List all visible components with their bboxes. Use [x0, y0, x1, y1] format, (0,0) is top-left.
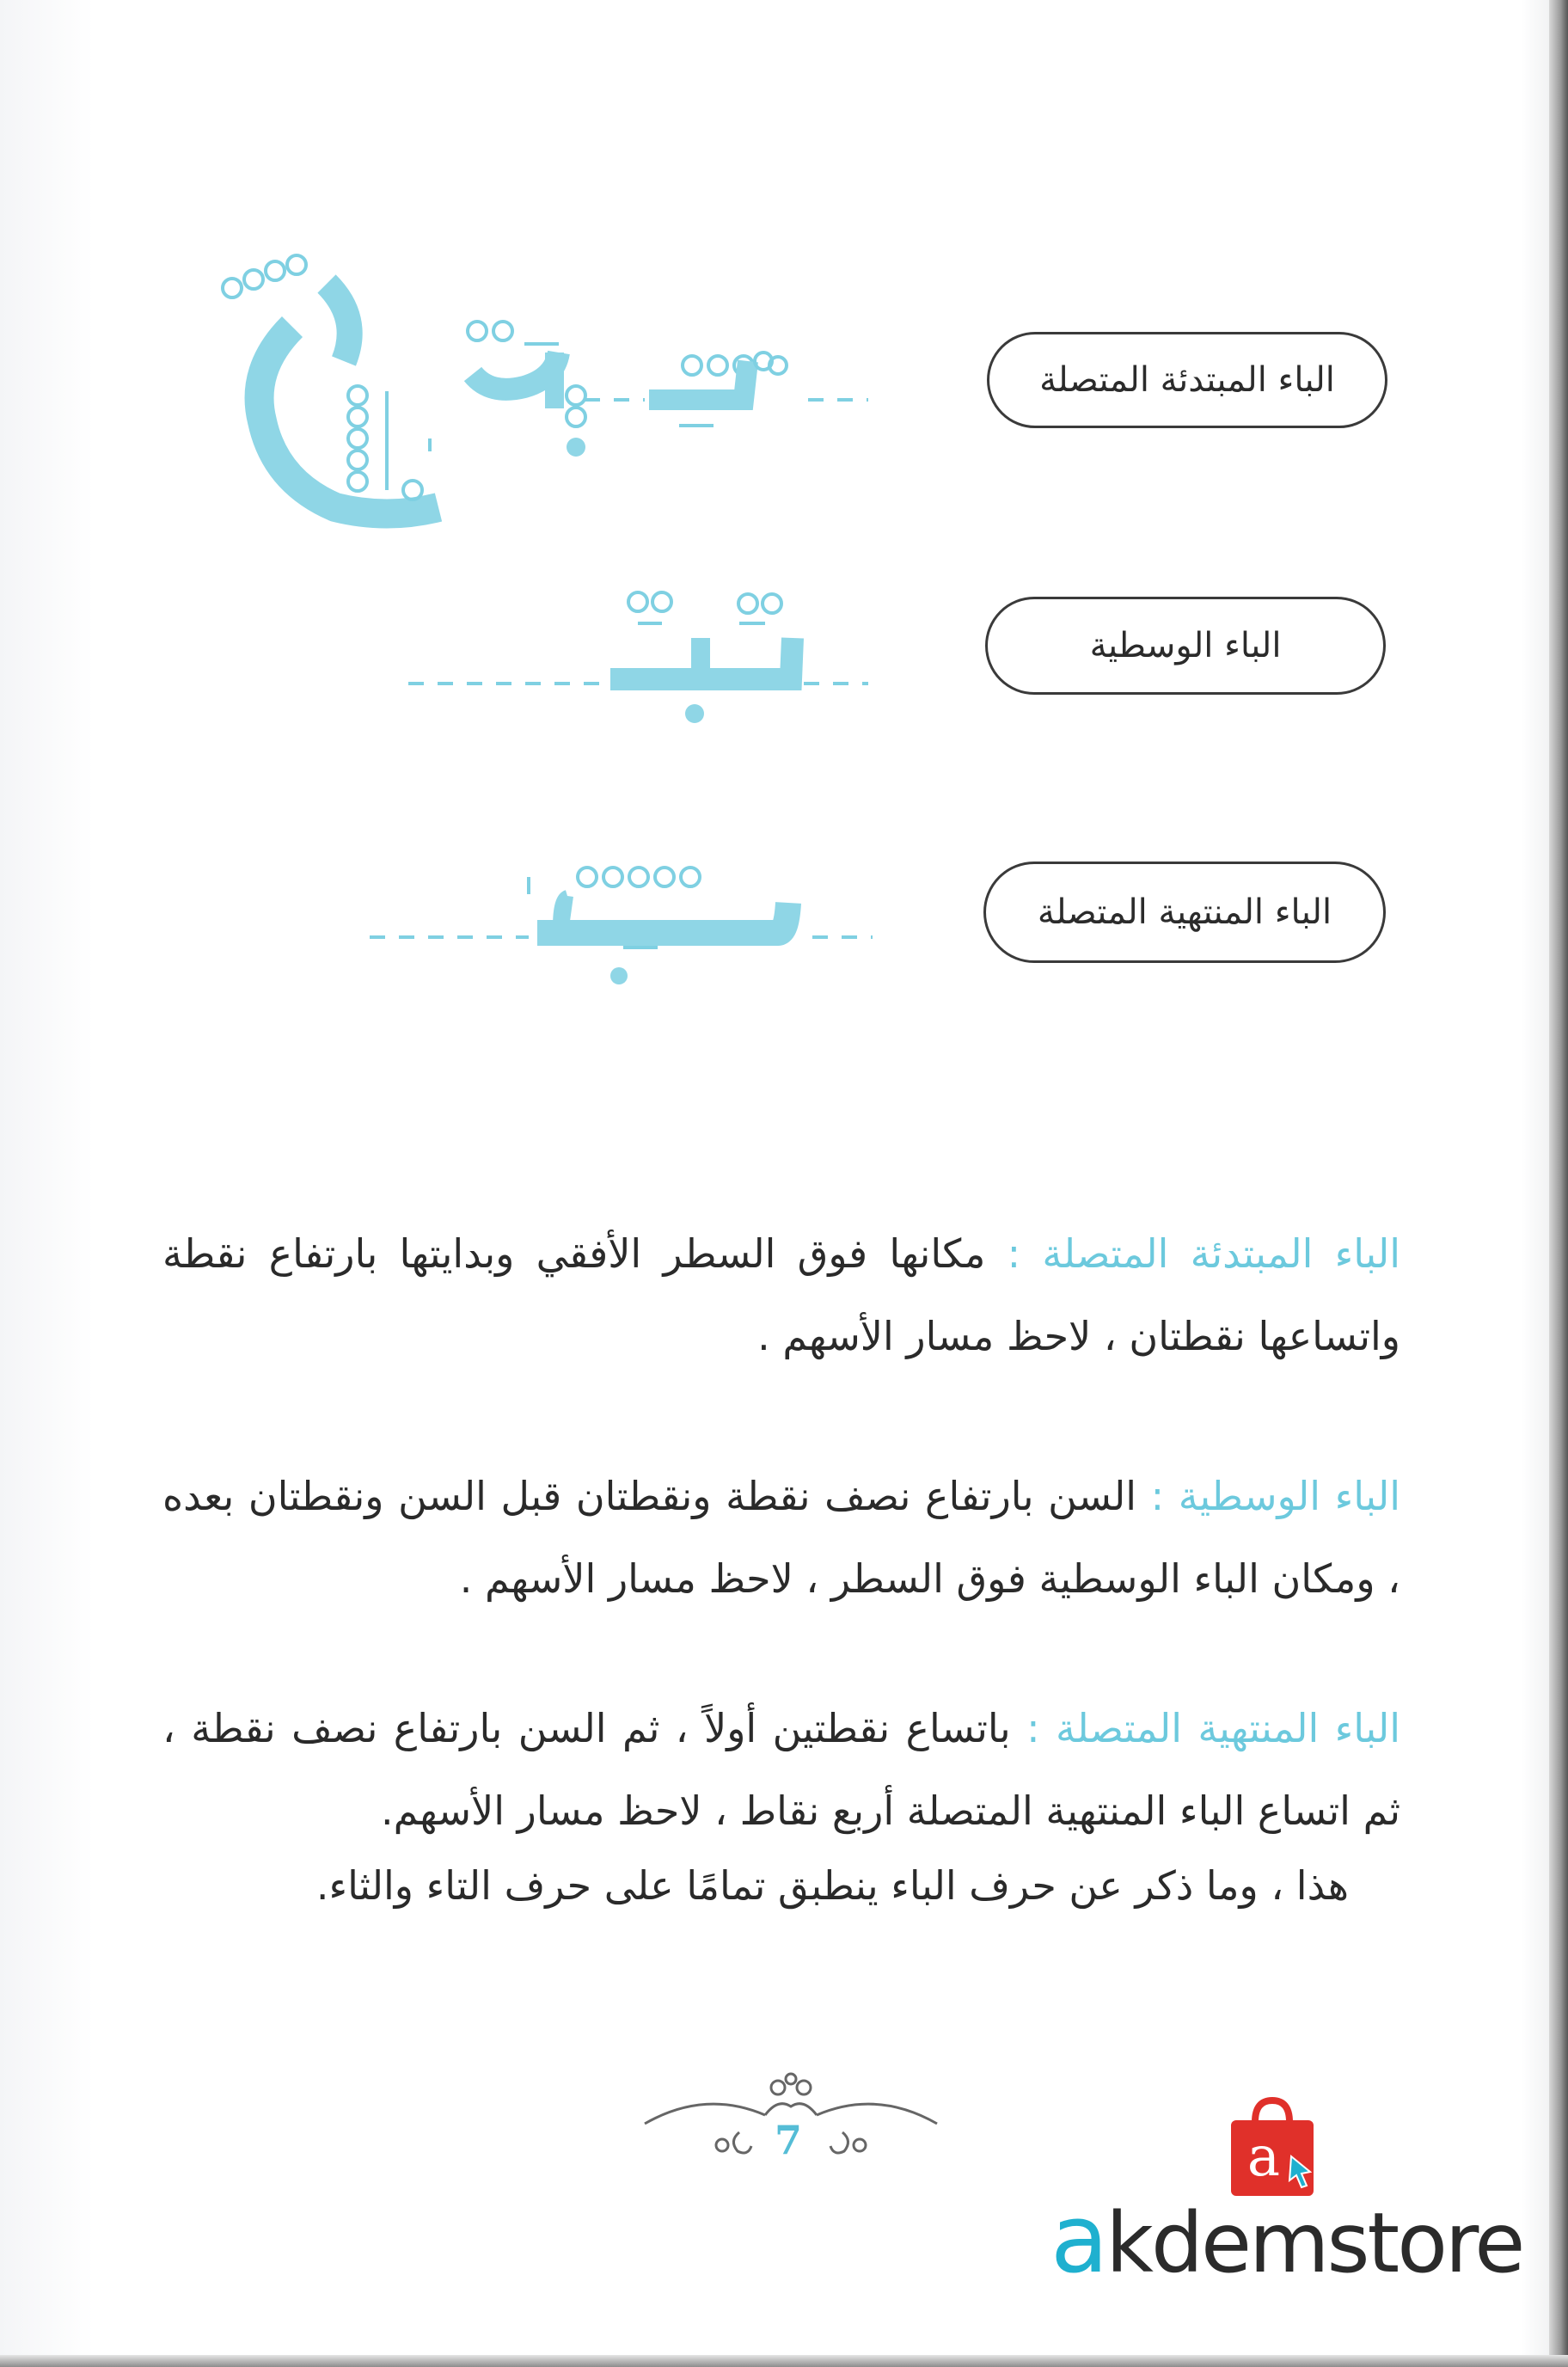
description-final-text: باتساع نقطتين أولاً ، ثم السن بارتفاع نصف نقطة ، ثم اتساع الباء المنتهية المتصلة أربع نقاط ، لاحظ مسار الأسهم.: [162, 1705, 1400, 1834]
logo-wordmark-rest: kdemstore: [1106, 2195, 1523, 2291]
label-initial-connected: [987, 332, 1387, 428]
logo-icon-letter: a: [1246, 2125, 1281, 2189]
closing-note: [162, 1844, 1349, 1927]
page-bottom-edge: [0, 2355, 1568, 2367]
label-medial-text: الباء الوسطية: [1089, 626, 1282, 665]
label-final-connected: [983, 862, 1386, 963]
description-medial-term: الباء الوسطية :: [1150, 1473, 1400, 1519]
final-ba-tracing-figure: [365, 851, 881, 997]
logo-wordmark-a: a: [1050, 2184, 1106, 2294]
description-initial-text: مكانها فوق السطر الأفقي وبدايتها بارتفاع نقطة واتساعها نقطتان ، لاحظ مسار الأسهم .: [162, 1230, 1400, 1359]
label-initial-text: الباء المبتدئة المتصلة: [1039, 360, 1335, 400]
book-spine-shadow: [1549, 0, 1568, 2367]
medial-ba-tracing-figure: [404, 585, 885, 739]
page-number: 7: [774, 2117, 802, 2163]
description-medial-text: السن بارتفاع نصف نقطة ونقطتان قبل السن ونقطتان بعده ، ومكان الباء الوسطية فوق السطر ، لاحظ مسار الأسهم .: [162, 1473, 1400, 1602]
description-final-term: الباء المنتهية المتصلة :: [1026, 1705, 1400, 1751]
description-final: [162, 1687, 1400, 1852]
description-medial: [162, 1455, 1400, 1620]
store-logo-wordmark: [1050, 2184, 1522, 2294]
description-initial-term: الباء المبتدئة المتصلة :: [1007, 1230, 1400, 1277]
label-medial: [985, 597, 1386, 695]
label-final-text: الباء المنتهية المتصلة: [1037, 892, 1332, 932]
closing-note-text: هذا ، وما ذكر عن حرف الباء ينطبق تمامًا على حرف التاء والثاء.: [315, 1862, 1349, 1909]
initial-ba-tracing-figure: [215, 224, 885, 585]
description-initial: [162, 1212, 1400, 1377]
